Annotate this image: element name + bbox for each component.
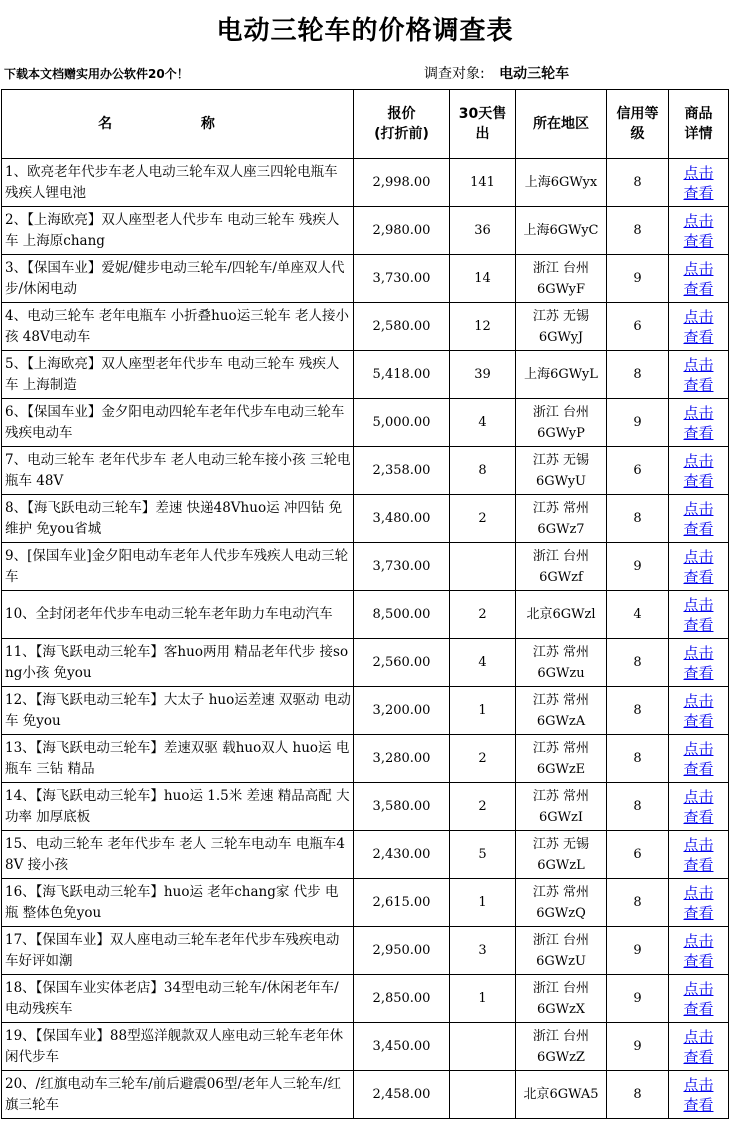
table-row: [2, 1023, 729, 1071]
details-cell: [669, 831, 729, 879]
col-header-price: 报价 (打折前): [354, 90, 450, 159]
product-name-cell: 4、电动三轮车 老年电瓶车 小折叠huo运三轮车 老人接小孩 48V电动车: [2, 303, 354, 351]
credit-grade-cell: 9: [607, 255, 669, 303]
table-row: [2, 639, 729, 687]
location-cell: 浙江 台州 6GWyF: [516, 255, 607, 303]
product-name-cell: 7、电动三轮车 老年代步车 老人电动三轮车接小孩 三轮电瓶车 48V: [2, 447, 354, 495]
credit-grade-cell: 8: [607, 351, 669, 399]
table-row: [2, 1071, 729, 1119]
table-row: [2, 543, 729, 591]
product-name-cell: 2、【上海欧亮】双人座型老人代步车 电动三轮车 残疾人车 上海原chang: [2, 207, 354, 255]
col-header-sales: 30天售 出: [450, 90, 516, 159]
location-cell: 浙江 台州 6GWzZ: [516, 1023, 607, 1071]
credit-grade-cell: 9: [607, 543, 669, 591]
table-row: [2, 399, 729, 447]
credit-grade-cell: 9: [607, 1023, 669, 1071]
product-name-cell: 8、【海飞跃电动三轮车】差速 快递48Vhuo运 冲四钻 免维护 免you省城: [2, 495, 354, 543]
credit-grade-cell: 6: [607, 447, 669, 495]
product-name-cell: 18、【保国车业实体老店】34型电动三轮车/休闲老年车/电动残疾车: [2, 975, 354, 1023]
product-name-cell: 1、欧亮老年代步车老人电动三轮车双人座三四轮电瓶车残疾人锂电池: [2, 159, 354, 207]
sales-cell: 4: [450, 399, 516, 447]
details-cell: [669, 207, 729, 255]
price-cell: 2,998.00: [354, 159, 450, 207]
location-cell: 江苏 常州 6GWz7: [516, 495, 607, 543]
location-cell: 浙江 台州 6GWzf: [516, 543, 607, 591]
product-name-cell: 16、【海飞跃电动三轮车】huo运 老年chang家 代步 电瓶 整体色免you: [2, 879, 354, 927]
details-link[interactable]: 点击查看: [683, 403, 714, 442]
details-cell: [669, 1071, 729, 1119]
page-title: 电动三轮车的价格调查表: [216, 16, 514, 46]
location-cell: 北京6GWA5: [516, 1071, 607, 1119]
table-row: [2, 735, 729, 783]
sales-cell: 8: [450, 447, 516, 495]
product-name-cell: 14、【海飞跃电动三轮车】huo运 1.5米 差速 精品高配 大功率 加厚底板: [2, 783, 354, 831]
sales-cell: 4: [450, 639, 516, 687]
table-row: [2, 591, 729, 639]
details-cell: [669, 1023, 729, 1071]
details-link[interactable]: 点击查看: [683, 643, 714, 682]
product-name-cell: 17、【保国车业】双人座电动三轮车老年代步车残疾电动车好评如潮: [2, 927, 354, 975]
details-link[interactable]: 点击查看: [683, 691, 714, 730]
product-name-cell: 9、[保国车业]金夕阳电动车老年人代步车残疾人电动三轮车: [2, 543, 354, 591]
location-cell: 江苏 无锡 6GWzL: [516, 831, 607, 879]
location-cell: 上海6GWyL: [516, 351, 607, 399]
price-cell: 2,580.00: [354, 303, 450, 351]
details-cell: [669, 927, 729, 975]
sales-cell: 5: [450, 831, 516, 879]
sales-cell: 2: [450, 591, 516, 639]
sales-cell: 141: [450, 159, 516, 207]
details-link[interactable]: 点击查看: [683, 211, 714, 250]
product-name-cell: 5、【上海欧亮】双人座型老年代步车 电动三轮车 残疾人车 上海制造: [2, 351, 354, 399]
price-cell: 2,458.00: [354, 1071, 450, 1119]
credit-grade-cell: 9: [607, 399, 669, 447]
credit-grade-cell: 6: [607, 303, 669, 351]
credit-grade-cell: 8: [607, 207, 669, 255]
details-link[interactable]: 点击查看: [683, 259, 714, 298]
product-name-cell: 10、全封闭老年代步车电动三轮车老年助力车电动汽车: [2, 591, 354, 639]
col-header-name: 名 称: [2, 90, 354, 159]
location-cell: 上海6GWyx: [516, 159, 607, 207]
table-header-row: [2, 90, 729, 159]
details-cell: [669, 159, 729, 207]
location-cell: 江苏 常州 6GWzu: [516, 639, 607, 687]
details-link[interactable]: 点击查看: [683, 979, 714, 1018]
credit-grade-cell: 8: [607, 783, 669, 831]
details-cell: [669, 447, 729, 495]
details-cell: [669, 975, 729, 1023]
location-cell: 江苏 常州 6GWzA: [516, 687, 607, 735]
sales-cell: 1: [450, 975, 516, 1023]
details-cell: [669, 879, 729, 927]
sales-cell: 3: [450, 927, 516, 975]
col-header-location: 所在地区: [516, 90, 607, 159]
credit-grade-cell: 8: [607, 159, 669, 207]
table-row: [2, 687, 729, 735]
product-name-cell: 3、【保国车业】爱妮/健步电动三轮车/四轮车/单座双人代步/休闲电动: [2, 255, 354, 303]
col-header-details: 商品 详情: [669, 90, 729, 159]
details-cell: [669, 687, 729, 735]
details-cell: [669, 591, 729, 639]
sales-cell: 39: [450, 351, 516, 399]
table-row: [2, 495, 729, 543]
details-cell: [669, 399, 729, 447]
promo-text: 下载本文档赠实用办公软件20个！: [4, 67, 189, 81]
survey-target-value: 电动三轮车: [499, 66, 570, 82]
price-cell: 3,480.00: [354, 495, 450, 543]
details-link[interactable]: 点击查看: [683, 451, 714, 490]
table-row: [2, 927, 729, 975]
product-name-cell: 20、/红旗电动车三轮车/前后避震06型/老年人三轮车/红旗三轮车: [2, 1071, 354, 1119]
table-row: [2, 879, 729, 927]
details-link[interactable]: 点击查看: [683, 547, 714, 586]
product-name-cell: 19、【保国车业】88型巡洋舰款双人座电动三轮车老年休闲代步车: [2, 1023, 354, 1071]
survey-target-label: 调查对象:: [424, 66, 485, 82]
location-cell: 江苏 常州 6GWzI: [516, 783, 607, 831]
details-cell: [669, 543, 729, 591]
location-cell: 江苏 无锡 6GWyJ: [516, 303, 607, 351]
table-row: [2, 159, 729, 207]
price-cell: 5,000.00: [354, 399, 450, 447]
credit-grade-cell: 8: [607, 495, 669, 543]
credit-grade-cell: 8: [607, 879, 669, 927]
product-name-cell: 15、电动三轮车 老年代步车 老人 三轮车电动车 电瓶车48V 接小孩: [2, 831, 354, 879]
table-row: [2, 975, 729, 1023]
location-cell: 江苏 常州 6GWzQ: [516, 879, 607, 927]
price-cell: 2,560.00: [354, 639, 450, 687]
details-link[interactable]: 点击查看: [683, 835, 714, 874]
location-cell: 浙江 台州 6GWzU: [516, 927, 607, 975]
sales-cell: 1: [450, 879, 516, 927]
product-name-cell: 11、【海飞跃电动三轮车】客huo两用 精品老年代步 接song小孩 免you: [2, 639, 354, 687]
details-link[interactable]: 点击查看: [683, 163, 714, 202]
sales-cell: 36: [450, 207, 516, 255]
sales-cell: 2: [450, 495, 516, 543]
col-header-credit: 信用等 级: [607, 90, 669, 159]
details-cell: [669, 303, 729, 351]
product-name-cell: 6、【保国车业】金夕阳电动四轮车老年代步车电动三轮车残疾电动车: [2, 399, 354, 447]
sales-cell: [450, 543, 516, 591]
price-cell: 3,200.00: [354, 687, 450, 735]
details-link[interactable]: 点击查看: [683, 931, 714, 970]
survey-target: [424, 63, 569, 83]
table-row: [2, 351, 729, 399]
price-cell: 2,950.00: [354, 927, 450, 975]
location-cell: 北京6GWzl: [516, 591, 607, 639]
details-link[interactable]: 点击查看: [683, 595, 714, 634]
table-row: [2, 303, 729, 351]
sales-cell: 14: [450, 255, 516, 303]
details-cell: [669, 639, 729, 687]
table-row: [2, 447, 729, 495]
details-link[interactable]: 点击查看: [683, 1027, 714, 1066]
location-cell: 江苏 无锡 6GWyU: [516, 447, 607, 495]
details-link[interactable]: 点击查看: [683, 1075, 714, 1114]
details-link[interactable]: 点击查看: [683, 499, 714, 538]
location-cell: 上海6GWyC: [516, 207, 607, 255]
sales-cell: [450, 1023, 516, 1071]
price-cell: 2,980.00: [354, 207, 450, 255]
details-cell: [669, 255, 729, 303]
details-link[interactable]: 点击查看: [683, 883, 714, 922]
location-cell: 江苏 常州 6GWzE: [516, 735, 607, 783]
location-cell: 浙江 台州 6GWzX: [516, 975, 607, 1023]
credit-grade-cell: 8: [607, 735, 669, 783]
table-row: [2, 783, 729, 831]
price-cell: 5,418.00: [354, 351, 450, 399]
sales-cell: 1: [450, 687, 516, 735]
sales-cell: 12: [450, 303, 516, 351]
credit-grade-cell: 9: [607, 975, 669, 1023]
credit-grade-cell: 6: [607, 831, 669, 879]
credit-grade-cell: 8: [607, 1071, 669, 1119]
credit-grade-cell: 8: [607, 687, 669, 735]
sales-cell: 2: [450, 735, 516, 783]
details-cell: [669, 783, 729, 831]
product-name-cell: 12、【海飞跃电动三轮车】大太子 huo运差速 双驱动 电动车 免you: [2, 687, 354, 735]
price-cell: 8,500.00: [354, 591, 450, 639]
price-cell: 2,358.00: [354, 447, 450, 495]
price-cell: 3,730.00: [354, 543, 450, 591]
price-cell: 3,730.00: [354, 255, 450, 303]
details-link[interactable]: 点击查看: [683, 307, 714, 346]
sales-cell: 2: [450, 783, 516, 831]
details-cell: [669, 735, 729, 783]
details-link[interactable]: 点击查看: [683, 355, 714, 394]
credit-grade-cell: 4: [607, 591, 669, 639]
details-link[interactable]: 点击查看: [683, 787, 714, 826]
price-cell: 2,850.00: [354, 975, 450, 1023]
credit-grade-cell: 8: [607, 639, 669, 687]
details-cell: [669, 351, 729, 399]
price-cell: 2,615.00: [354, 879, 450, 927]
price-cell: 2,430.00: [354, 831, 450, 879]
table-row: [2, 255, 729, 303]
table-row: [2, 831, 729, 879]
product-name-cell: 13、【海飞跃电动三轮车】差速双驱 载huo双人 huo运 电瓶车 三钻 精品: [2, 735, 354, 783]
details-cell: [669, 495, 729, 543]
table-row: [2, 207, 729, 255]
price-table: [1, 89, 729, 1119]
price-cell: 3,580.00: [354, 783, 450, 831]
details-link[interactable]: 点击查看: [683, 739, 714, 778]
sales-cell: [450, 1071, 516, 1119]
credit-grade-cell: 9: [607, 927, 669, 975]
price-cell: 3,280.00: [354, 735, 450, 783]
location-cell: 浙江 台州 6GWyP: [516, 399, 607, 447]
price-cell: 3,450.00: [354, 1023, 450, 1071]
